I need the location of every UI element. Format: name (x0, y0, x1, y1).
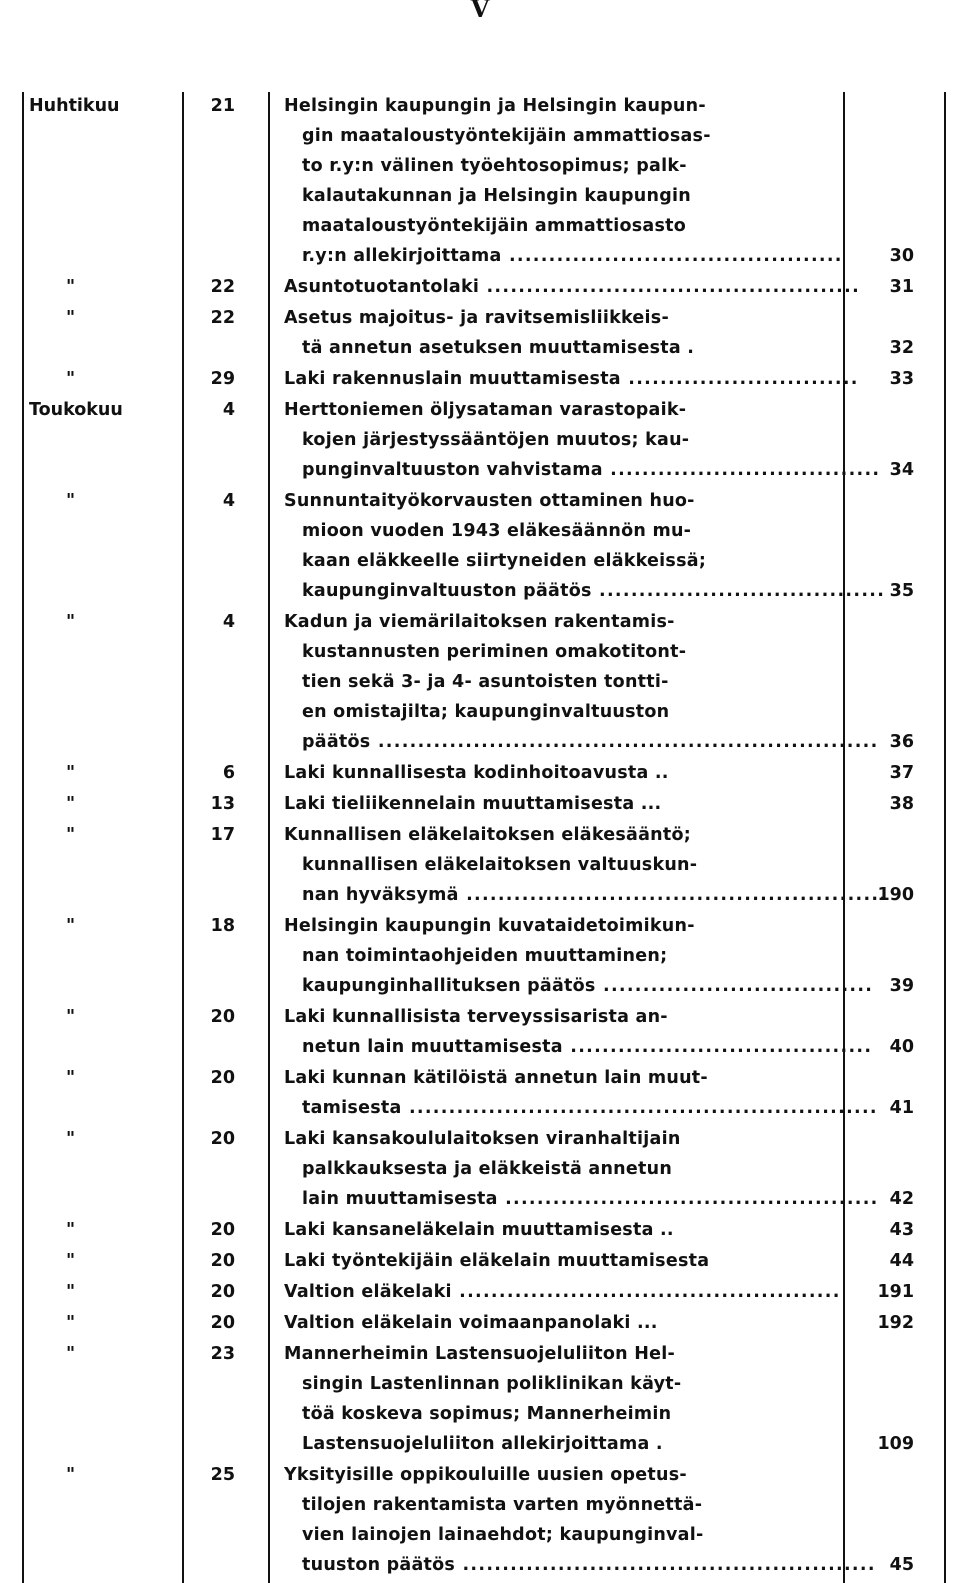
entry-description (284, 303, 829, 363)
entry-description-line: Laki kunnan kätilöistä annetun lain muut- (284, 1068, 708, 1088)
entry-description-line: Asetus majoitus- ja ravitsemisliikkeis- (284, 308, 669, 328)
entry-page: 35 (889, 581, 914, 601)
entry-day: 18 (210, 916, 235, 936)
dot-leader: .................................... (591, 581, 886, 601)
entry-page: 40 (889, 1037, 914, 1057)
entry-description (284, 758, 829, 788)
entry-day: 4 (222, 612, 235, 632)
entry-day: 20 (210, 1068, 235, 1088)
entry-description-line: punginvaltuuston vahvistama .................................. (302, 460, 881, 480)
entry-day: 21 (210, 96, 235, 116)
dot-leader: ............................................................... (370, 732, 879, 752)
entry-month: " (66, 794, 76, 814)
entry-description (284, 1063, 878, 1123)
entry-description-line: palkkauksesta ja eläkkeistä annetun (302, 1159, 673, 1179)
entry-description-line: Herttoniemen öljysataman varastopaik- (284, 400, 687, 420)
entry-description (284, 395, 881, 485)
entry-description-line: kojen järjestyssääntöjen muutos; kau- (302, 430, 690, 450)
index-entry (0, 272, 960, 302)
entry-description-line: nan toimintaohjeiden muuttaminen; (302, 946, 668, 966)
entry-page: 32 (889, 338, 914, 358)
entry-page: 39 (889, 976, 914, 996)
entry-description-line: kaan eläkkeelle siirtyneiden eläkkeissä; (302, 551, 707, 571)
entry-description-line: Helsingin kaupungin ja Helsingin kaupun- (284, 96, 706, 116)
entry-description-line: gin maataloustyöntekijäin ammattiosas- (302, 126, 711, 146)
entry-page: 37 (889, 763, 914, 783)
index-entry (0, 364, 960, 394)
dot-leader: ............................................... (497, 1189, 879, 1209)
entry-month: " (66, 1344, 76, 1364)
entry-page: 190 (877, 885, 914, 905)
entry-description-line: Laki kunnallisesta kodinhoitoavusta .. (284, 763, 669, 783)
entry-day: 20 (210, 1282, 235, 1302)
index-entry (0, 395, 960, 485)
entry-description-line: tilojen rakentamista varten myönnettä- (302, 1495, 703, 1515)
entry-day: 20 (210, 1220, 235, 1240)
entry-day: 20 (210, 1313, 235, 1333)
dot-leader: ............................. (620, 369, 859, 389)
entry-description-line: nan hyväksymä ..................................................... (302, 885, 888, 905)
entry-description-line: Laki työntekijäin eläkelain muuttamisesta (284, 1251, 710, 1271)
entry-month: " (66, 1282, 76, 1302)
dot-leader: ........................................................... (401, 1098, 878, 1118)
entry-description-line: maataloustyöntekijäin ammattiosasto (302, 216, 687, 236)
entry-description (284, 364, 859, 394)
dot-leader: ...................................... (562, 1037, 873, 1057)
entry-day: 13 (210, 794, 235, 814)
index-entries (0, 91, 960, 1581)
entry-description-line: mioon vuoden 1943 eläkesäännön mu- (302, 521, 692, 541)
entry-month: " (66, 612, 76, 632)
dot-leader: ................................................ (451, 1282, 841, 1302)
entry-month: Huhtikuu (29, 96, 120, 116)
entry-month: " (66, 491, 76, 511)
entry-description (284, 1124, 879, 1214)
entry-description-line: en omistajilta; kaupunginvaltuuston (302, 702, 670, 722)
index-entry (0, 1215, 960, 1245)
entry-description-line: Lastensuojeluliiton allekirjoittama . (302, 1434, 663, 1454)
index-entry (0, 1460, 960, 1580)
entry-month: " (66, 277, 76, 297)
entry-day: 6 (222, 763, 235, 783)
entry-description (284, 1339, 829, 1459)
entry-day: 29 (210, 369, 235, 389)
page-number: V (470, 0, 490, 23)
entry-month: " (66, 1068, 76, 1088)
index-entry (0, 1124, 960, 1214)
entry-description-line: Valtion eläkelain voimaanpanolaki ... (284, 1313, 658, 1333)
entry-page: 42 (889, 1189, 914, 1209)
entry-day: 25 (210, 1465, 235, 1485)
entry-day: 17 (210, 825, 235, 845)
entry-page: 34 (889, 460, 914, 480)
index-entry (0, 91, 960, 271)
entry-description-line: r.y:n allekirjoittama .......................................... (302, 246, 843, 266)
entry-description-line: Kadun ja viemärilaitoksen rakentamis- (284, 612, 675, 632)
entry-month: " (66, 1007, 76, 1027)
index-entry (0, 1002, 960, 1062)
entry-description-line: tä annetun asetuksen muuttamisesta . (302, 338, 695, 358)
entry-page: 30 (889, 246, 914, 266)
entry-description-line: Laki rakennuslain muuttamisesta ............................. (284, 369, 859, 389)
entry-month: " (66, 369, 76, 389)
entry-description-line: netun lain muuttamisesta ...................................... (302, 1037, 873, 1057)
entry-month: " (66, 1313, 76, 1333)
entry-month: " (66, 763, 76, 783)
entry-month: " (66, 1251, 76, 1271)
entry-description (284, 789, 829, 819)
entry-day: 20 (210, 1129, 235, 1149)
index-entry (0, 758, 960, 788)
entry-description-line: Valtion eläkelaki ................................................ (284, 1282, 841, 1302)
entry-description-line: to r.y:n välinen työehtosopimus; palk- (302, 156, 687, 176)
entry-page: 41 (889, 1098, 914, 1118)
index-entry (0, 303, 960, 363)
entry-description (284, 1308, 829, 1338)
entry-page: 38 (889, 794, 914, 814)
entry-description (284, 91, 843, 271)
entry-month: " (66, 1220, 76, 1240)
entry-day: 4 (222, 491, 235, 511)
entry-page: 31 (889, 277, 914, 297)
entry-description-line: Laki kansakoululaitoksen viranhaltijain (284, 1129, 681, 1149)
entry-month: " (66, 1129, 76, 1149)
index-entry (0, 1246, 960, 1276)
entry-description (284, 486, 886, 606)
entry-description (284, 1002, 873, 1062)
entry-description-line: töä koskeva sopimus; Mannerheimin (302, 1404, 672, 1424)
entry-description-line: Yksityisille oppikouluille uusien opetus- (284, 1465, 687, 1485)
dot-leader: ............................................... (479, 277, 861, 297)
entry-description (284, 1277, 841, 1307)
entry-description (284, 1460, 876, 1580)
entry-description-line: Laki tieliikennelain muuttamisesta ... (284, 794, 662, 814)
dot-leader: ..................................................... (458, 885, 888, 905)
entry-month: " (66, 308, 76, 328)
dot-leader: .................................................... (455, 1555, 876, 1575)
entry-description (284, 1215, 829, 1245)
index-entry (0, 1277, 960, 1307)
entry-day: 20 (210, 1251, 235, 1271)
entry-month: " (66, 825, 76, 845)
entry-description-line: tuuston päätös .................................................... (302, 1555, 876, 1575)
entry-page: 191 (877, 1282, 914, 1302)
entry-page: 36 (889, 732, 914, 752)
entry-description (284, 820, 888, 910)
entry-description-line: singin Lastenlinnan poliklinikan käyt- (302, 1374, 682, 1394)
entry-description-line: Mannerheimin Lastensuojeluliiton Hel- (284, 1344, 676, 1364)
index-entry (0, 486, 960, 606)
entry-description-line: Helsingin kaupungin kuvataidetoimikun- (284, 916, 695, 936)
entry-description-line: kunnallisen eläkelaitoksen valtuuskun- (302, 855, 698, 875)
entry-page: 45 (889, 1555, 914, 1575)
entry-day: 23 (210, 1344, 235, 1364)
entry-page: 33 (889, 369, 914, 389)
index-entry (0, 820, 960, 910)
entry-description (284, 1246, 829, 1276)
entry-description-line: kaupunginhallituksen päätös .................................. (302, 976, 874, 996)
entry-description-line: lain muuttamisesta ............................................... (302, 1189, 879, 1209)
entry-page: 43 (889, 1220, 914, 1240)
dot-leader: .................................. (595, 976, 874, 996)
entry-description-line: Asuntotuotantolaki ............................................... (284, 277, 861, 297)
entry-description (284, 272, 861, 302)
index-entry (0, 789, 960, 819)
entry-description (284, 607, 879, 757)
entry-description-line: kustannusten periminen omakotitont- (302, 642, 687, 662)
dot-leader: .................................. (602, 460, 881, 480)
entry-description-line: tamisesta ........................................................... (302, 1098, 878, 1118)
entry-description-line: Laki kansaneläkelain muuttamisesta .. (284, 1220, 674, 1240)
entry-description (284, 911, 874, 1001)
index-entry (0, 911, 960, 1001)
entry-day: 22 (210, 308, 235, 328)
entry-description-line: tien sekä 3- ja 4- asuntoisten tontti- (302, 672, 669, 692)
entry-day: 20 (210, 1007, 235, 1027)
index-entry (0, 1339, 960, 1459)
entry-description-line: kaupunginvaltuuston päätös .................................... (302, 581, 886, 601)
entry-description-line: Laki kunnallisista terveyssisarista an- (284, 1007, 668, 1027)
entry-page: 109 (877, 1434, 914, 1454)
entry-day: 22 (210, 277, 235, 297)
dot-leader: .......................................... (501, 246, 843, 266)
entry-page: 192 (877, 1313, 914, 1333)
index-entry (0, 607, 960, 757)
entry-description-line: vien lainojen lainaehdot; kaupunginval- (302, 1525, 704, 1545)
entry-month: Toukokuu (29, 400, 123, 420)
entry-description-line: kalautakunnan ja Helsingin kaupungin (302, 186, 691, 206)
entry-description-line: Sunnuntaityökorvausten ottaminen huo- (284, 491, 695, 511)
index-entry (0, 1063, 960, 1123)
entry-month: " (66, 916, 76, 936)
entry-description-line: päätös ............................................................... (302, 732, 879, 752)
entry-month: " (66, 1465, 76, 1485)
entry-page: 44 (889, 1251, 914, 1271)
entry-description-line: Kunnallisen eläkelaitoksen eläkesääntö; (284, 825, 691, 845)
index-entry (0, 1308, 960, 1338)
entry-day: 4 (222, 400, 235, 420)
